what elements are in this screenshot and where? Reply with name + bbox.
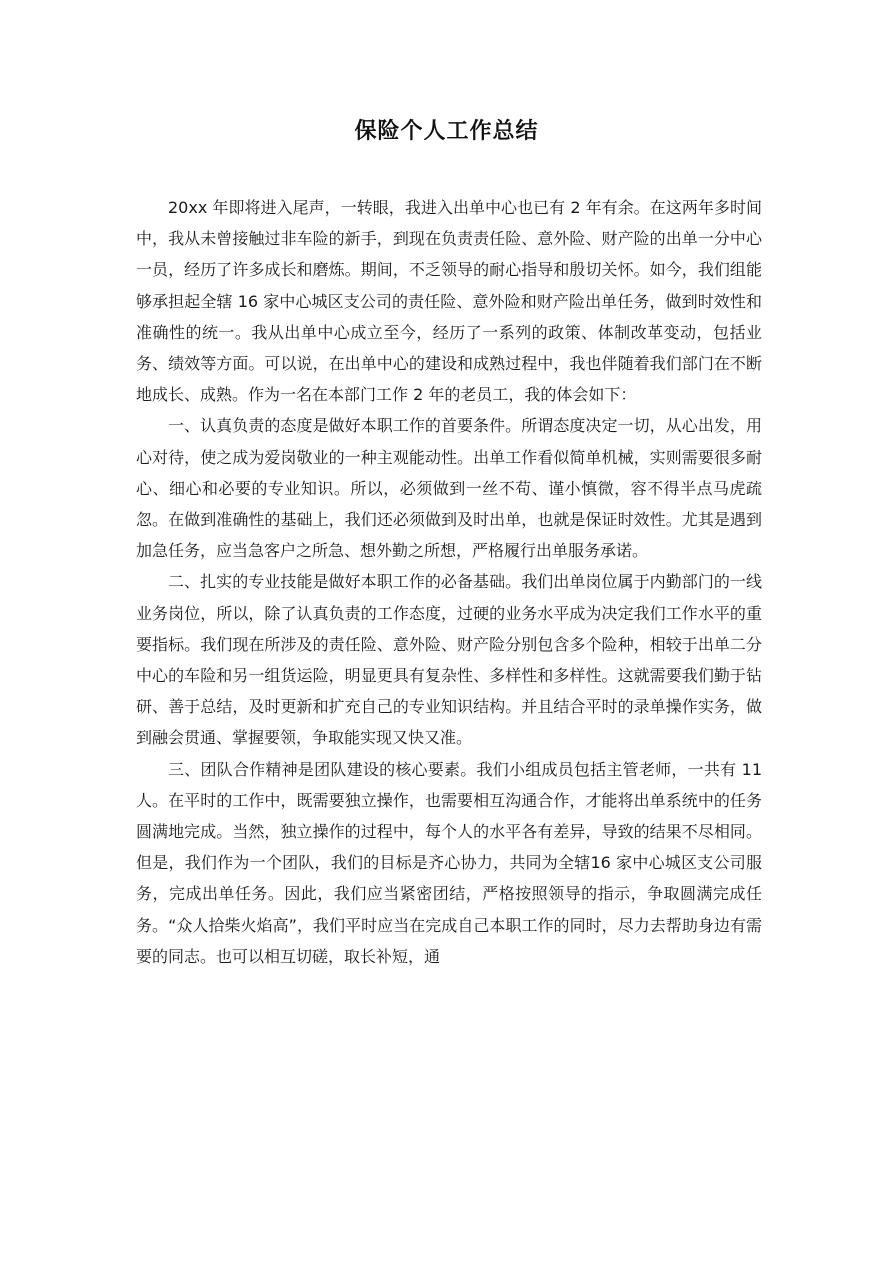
- document-title: 保险个人工作总结: [354, 119, 539, 144]
- paragraph-skills: 二、扎实的专业技能是做好本职工作的必备基础。我们出单岗位属于内勤部门的一线业务岗位，所以，除了认真负责的工作态度，过硬的业务水平成为决定我们工作水平的重要指标。我们现在所涉及的责任险、意外险、财产险分别包含多个险种，相较于出单二分中心的车险和另一组货运险，明显更具有复杂性、多样性和多样性。这就需要我们勤于钻研、善于总结，及时更新和扩充自己的专业知识结构。并且结合平时的录单操作实务，做到融会贯通、掌握要领，争取能实现又快又准。: [136, 572, 762, 748]
- paragraph-teamwork: 三、团队合作精神是团队建设的核心要素。我们小组成员包括主管老师，一共有 11 人。在平时的工作中，既需要独立操作，也需要相互沟通合作，才能将出单系统中的任务圆满地完成。当然，独立操作的过程中，每个人的水平各有差异，导致的结果不尽相同。但是，我们作为一个团队，我们的目标是齐心协力，共同为全辖16 家中心城区支公司服务，完成出单任务。因此，我们应当紧密团结，严格按照领导的指示，争取圆满完成任务。“众人拾柴火焰高”，我们平时应当在完成自己本职工作的同时，尽力去帮助身边有需要的同志。也可以相互切磋，取长补短，通: [136, 759, 762, 966]
- paragraph-intro: 20xx 年即将进入尾声，一转眼，我进入出单中心也已有 2 年有余。在这两年多时间中，我从未曾接触过非车险的新手，到现在负责责任险、意外险、财产险的出单一分中心一员，经历了许多成长和磨炼。期间，不乏领导的耐心指导和殷切关怀。如今，我们组能够承担起全辖 16 家中心城区支公司的责任险、意外险和财产险出单任务，做到时效性和准确性的统一。我从出单中心成立至今，经历了一系列的政策、体制改革变动，包括业务、绩效等方面。可以说，在出单中心的建设和成熟过程中，我也伴随着我们部门在不断地成长、成熟。作为一名在本部门工作 2 年的老员工，我的体会如下：: [136, 198, 762, 405]
- paragraph-attitude: 一、认真负责的态度是做好本职工作的首要条件。所谓态度决定一切，从心出发，用心对待，使之成为爱岗敬业的一种主观能动性。出单工作看似简单机械，实则需要很多耐心、细心和必要的专业知识。所以，必须做到一丝不苟、谨小慎微，容不得半点马虎疏忽。在做到准确性的基础上，我们还必须做到及时出单，也就是保证时效性。尤其是遇到加急任务，应当急客户之所急、想外勤之所想，严格履行出单服务承诺。: [136, 416, 762, 561]
- document-body: [136, 192, 762, 972]
